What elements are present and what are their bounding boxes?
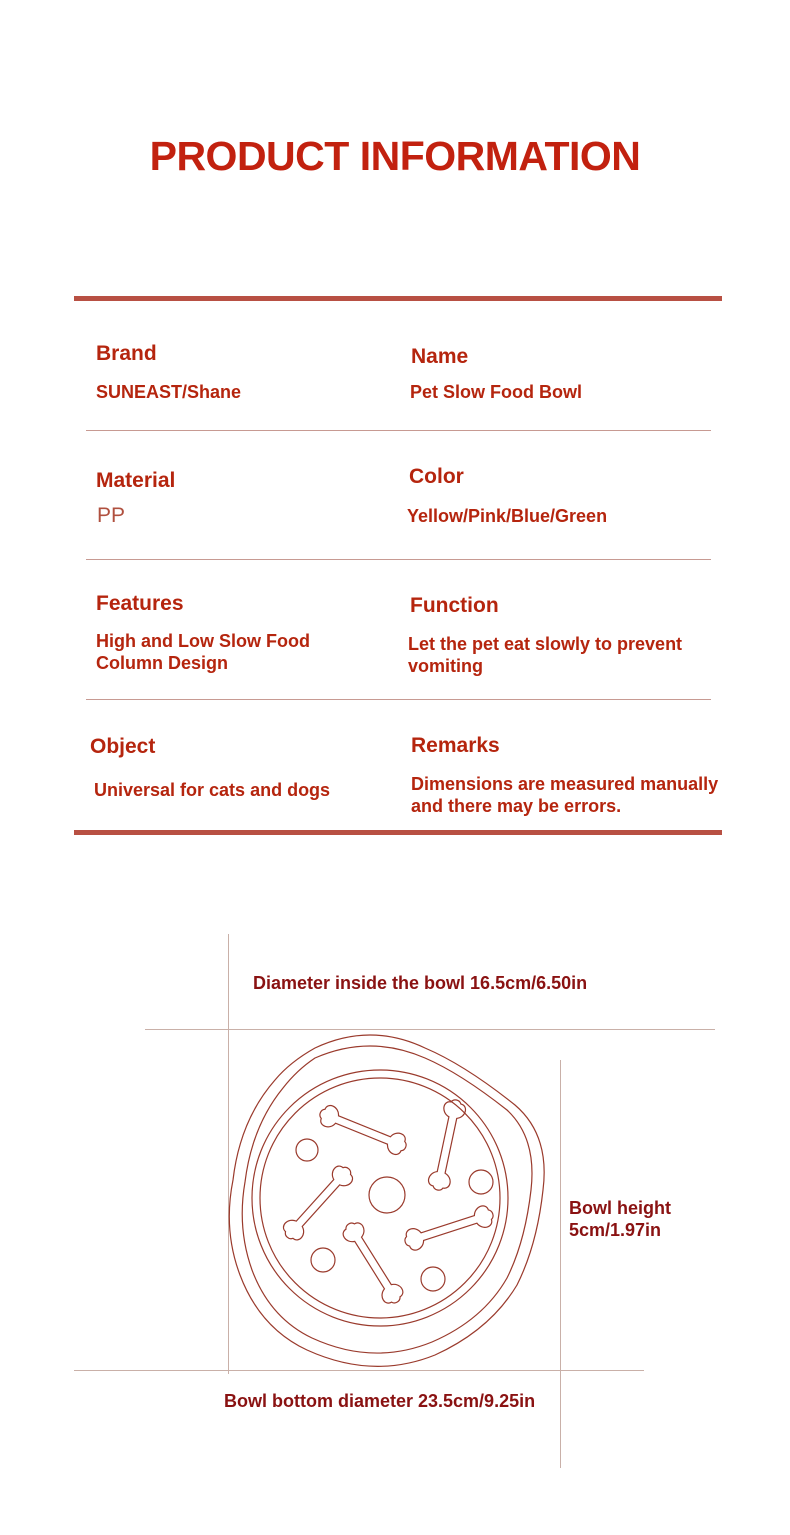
function-label: Function (410, 594, 499, 617)
name-label: Name (411, 345, 469, 368)
round-pillar (311, 1248, 335, 1272)
bone-pillar (316, 1103, 409, 1158)
object-label: Object (90, 735, 156, 758)
function-value-line1: Let the pet eat slowly to prevent (408, 634, 683, 654)
bone-pillar (427, 1098, 467, 1193)
features-value (96, 630, 310, 674)
material-label: Material (96, 469, 176, 492)
round-pillar (296, 1139, 318, 1161)
name-value: Pet Slow Food Bowl (410, 382, 582, 402)
bone-pillar (339, 1218, 406, 1308)
table-top-border (74, 296, 722, 301)
table-bottom-border (74, 830, 722, 835)
bowl-height-label (569, 1197, 671, 1241)
object-value: Universal for cats and dogs (94, 780, 331, 800)
row-divider (86, 559, 711, 560)
round-pillar (421, 1267, 445, 1291)
bottom-diameter-label: Bowl bottom diameter 23.5cm/9.25in (224, 1391, 536, 1411)
bowl-outer-rim (229, 1035, 544, 1366)
bowl-inner-rim (242, 1046, 532, 1353)
remarks-value-line2: and there may be errors. (411, 796, 622, 816)
remarks-value-line1: Dimensions are measured manually (411, 774, 719, 794)
right-guide-line (560, 1060, 561, 1468)
remarks-value (411, 773, 718, 817)
brand-value: SUNEAST/Shane (96, 382, 242, 402)
color-label: Color (409, 465, 464, 488)
center-pillar (369, 1177, 405, 1213)
color-value: Yellow/Pink/Blue/Green (407, 506, 608, 526)
bowl-floor (252, 1070, 508, 1326)
features-value-line1: High and Low Slow Food (96, 631, 310, 651)
bone-pillar (402, 1203, 496, 1252)
row-divider (86, 430, 711, 431)
round-pillar (469, 1170, 493, 1194)
features-value-line2: Column Design (96, 653, 229, 673)
bone-pillar (279, 1162, 357, 1245)
material-value: PP (97, 504, 126, 527)
bowl-height-line2: 5cm/1.97in (569, 1220, 662, 1240)
bowl-height-line1: Bowl height (569, 1198, 671, 1218)
function-value (408, 633, 682, 677)
slow-feeder-bowl-illustration (215, 1020, 555, 1380)
remarks-label: Remarks (411, 734, 500, 757)
function-value-line2: vomiting (408, 656, 483, 676)
inside-diameter-label: Diameter inside the bowl 16.5cm/6.50in (253, 973, 588, 993)
page-title: PRODUCT INFORMATION (149, 133, 641, 179)
row-divider (86, 699, 711, 700)
features-label: Features (96, 592, 184, 615)
brand-label: Brand (96, 342, 157, 365)
